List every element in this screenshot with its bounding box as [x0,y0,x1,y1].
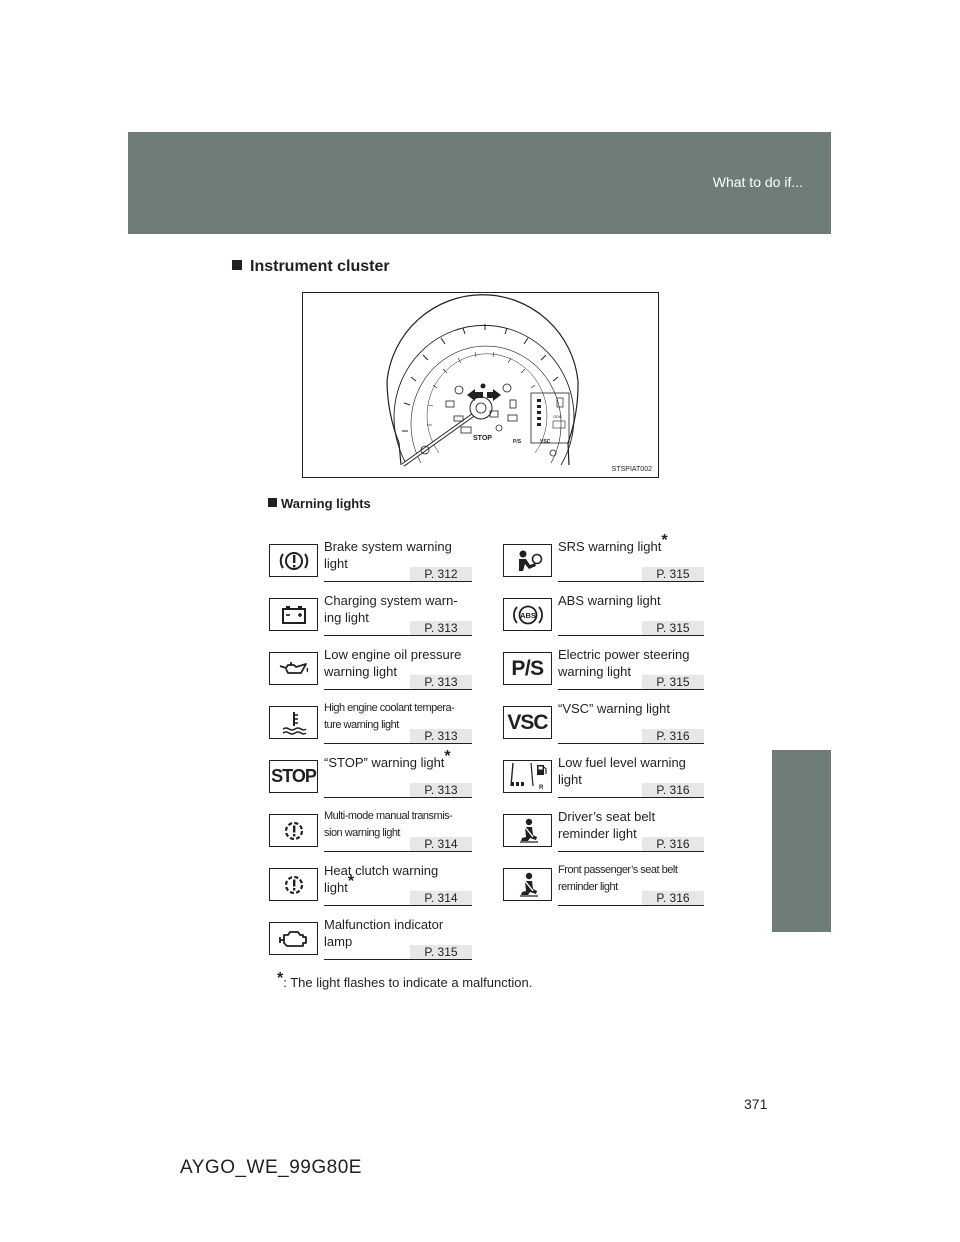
divider [324,851,472,852]
coolant-temp-icon [269,706,318,739]
warning-label: High engine coolant tempera- ture warning light [324,702,455,731]
warning-item-stop [269,748,472,798]
warning-label-text: SRS warning light [558,539,662,554]
warning-label: Low engine oil pressure warning light [324,647,462,679]
warning-label: ABS warning light [558,593,661,608]
divider [324,581,472,582]
divider [558,797,704,798]
page-reference: P. 313 [410,621,472,636]
section-title-text: Instrument cluster [250,258,390,275]
page-reference: P. 316 [642,729,704,744]
divider [324,743,472,744]
subsection-title [268,496,371,511]
warning-label: Malfunction indicator lamp [324,917,444,949]
footnote-text: : The light flashes to indicate a malfunction. [283,975,533,990]
cluster-stop-label: STOP [473,435,492,442]
warning-item-vsc [503,700,704,744]
page-reference: P. 315 [410,945,472,960]
divider [558,743,704,744]
stop-icon-text: STOP [271,766,316,786]
warning-label: Driver’s seat belt reminder light [558,809,656,841]
warning-label: Front passenger’s seat belt reminder light [558,864,678,893]
warning-item-brake [269,538,472,582]
page-reference: P. 312 [410,567,472,582]
svg-text:R: R [539,785,544,791]
page-number: 371 [744,1096,768,1112]
section-title [232,258,390,276]
subsection-title-text: Warning lights [281,496,371,511]
warning-item-abs [503,592,704,636]
warning-label: “VSC” warning light [558,701,670,716]
page-reference: P. 314 [410,891,472,906]
airbag-icon [503,544,552,577]
page-reference: P. 313 [410,729,472,744]
footnote-marker: * [347,873,355,890]
page-reference: P. 314 [410,837,472,852]
figure-code: STSPIAT002 [611,466,652,473]
instrument-cluster-figure [302,292,659,478]
page-reference: P. 316 [642,837,704,852]
footnote-marker: * [661,532,668,549]
battery-icon [269,598,318,631]
footnote-marker: * [444,748,451,765]
cluster-ps-label: P/S [513,439,522,445]
seatbelt-icon [503,814,552,847]
page-reference: P. 316 [642,783,704,798]
gear-warning-icon [269,814,318,847]
divider [558,635,704,636]
divider [324,797,472,798]
warning-item-coolant [269,700,472,744]
warning-item-eps [503,646,704,690]
chapter-tab [772,750,831,932]
divider [558,905,704,906]
divider [558,689,704,690]
ps-icon-text: P/S [511,656,544,680]
warning-item-driver-seatbelt [503,808,704,852]
abs-icon [503,598,552,631]
divider [324,635,472,636]
warning-label: Multi-mode manual transmis- sion warning light [324,810,453,839]
page-reference: P. 315 [642,621,704,636]
vsc-icon-text: VSC [507,710,548,734]
warning-item-passenger-seatbelt [503,862,704,906]
page-reference: P. 313 [410,783,472,798]
warning-item-srs [503,532,704,582]
header-title: What to do if... [712,174,803,190]
header-band [128,132,831,234]
warning-label [558,532,668,555]
gear-warning-icon [269,868,318,901]
warning-item-heat-clutch [269,862,472,906]
fuel-icon [503,760,552,793]
warning-item-charging [269,592,472,636]
document-code: AYGO_WE_99G80E [180,1157,362,1178]
warning-label: Charging system warn- ing light [324,593,458,625]
divider [558,581,704,582]
seatbelt-icon [503,868,552,901]
warning-label: Low fuel level warning light [558,755,686,787]
page-reference: P. 315 [642,567,704,582]
page-reference: P. 316 [642,891,704,906]
oil-can-icon [269,652,318,685]
warning-label: Brake system warning light [324,539,452,571]
warning-label-text: Heat clutch warning light [324,863,439,895]
footnote-star: * [277,970,284,987]
warning-label-text: “STOP” warning light [324,755,445,770]
warning-item-mmt [269,808,472,852]
vsc-text-icon [503,706,552,739]
divider [558,851,704,852]
engine-icon [269,922,318,955]
cluster-vsc-label: VSC [540,439,551,445]
warning-label: Electric power steering warning light [558,647,690,679]
square-bullet-icon [268,498,277,507]
instrument-cluster-illustration [303,293,658,477]
warning-label [324,748,451,771]
divider [324,689,472,690]
page-reference: P. 315 [642,675,704,690]
warning-item-oil-pressure [269,646,472,690]
divider [324,959,472,960]
cluster-odo-label: ODO [553,414,563,419]
divider [324,905,472,906]
abs-icon-text: ABS [519,610,536,620]
square-bullet-icon [232,260,242,270]
stop-text-icon [269,760,318,793]
footnote [277,970,532,990]
ps-text-icon [503,652,552,685]
warning-item-fuel [503,754,704,798]
warning-item-malfunction [269,916,472,960]
page-reference: P. 313 [410,675,472,690]
brake-icon [269,544,318,577]
